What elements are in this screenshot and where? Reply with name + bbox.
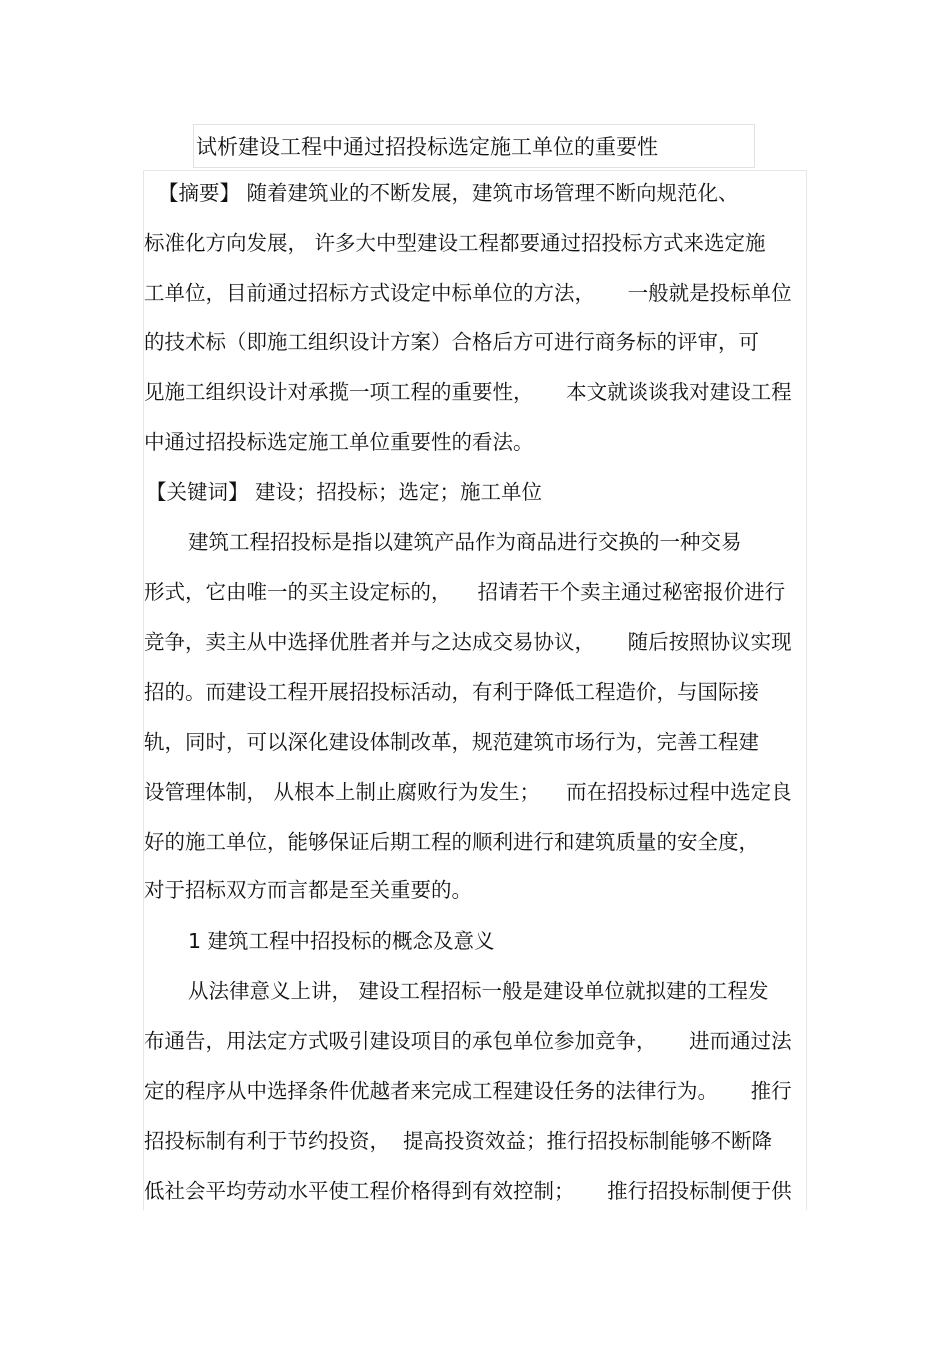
frame-top-border [143, 170, 807, 171]
body-line-8: 对于招标双方而言都是至关重要的。 [144, 878, 472, 902]
keywords-line: 【关键词】 建设；招投标；选定；施工单位 [146, 480, 543, 504]
abstract-line-5: 见施工组织设计对承揽一项工程的重要性， 本文就谈谈我对建设工程 [144, 380, 792, 404]
abstract-line-6: 中通过招投标选定施工单位重要性的看法。 [144, 430, 534, 454]
body-line-6: 设管理体制， 从根本上制止腐败行为发生； 而在招投标过程中选定良 [144, 780, 792, 804]
section-line-1: 从法律意义上讲， 建设工程招标一般是建设单位就拟建的工程发 [188, 979, 769, 1003]
section-line-5: 低社会平均劳动水平使工程价格得到有效控制； 推行招投标制便于供 [144, 1179, 792, 1203]
section-line-4: 招投标制有利于节约投资， 提高投资效益；推行招投标制能够不断降 [144, 1129, 773, 1153]
body-line-4: 招的。而建设工程开展招投标活动，有利于降低工程造价，与国际接 [144, 680, 759, 704]
abstract-line-1: 【摘要】 随着建筑业的不断发展，建筑市场管理不断向规范化、 [158, 181, 739, 205]
body-line-1: 建筑工程招投标是指以建筑产品作为商品进行交换的一种交易 [188, 530, 742, 554]
frame-right-border [806, 170, 807, 1210]
body-line-3: 竞争，卖主从中选择优胜者并与之达成交易协议， 随后按照协议实现 [144, 630, 792, 654]
body-line-5: 轨，同时，可以深化建设体制改革，规范建筑市场行为，完善工程建 [144, 730, 759, 754]
body-line-2: 形式，它由唯一的买主设定标的， 招请若干个卖主通过秘密报价进行 [144, 580, 786, 604]
body-line-7: 好的施工单位，能够保证后期工程的顺利进行和建筑质量的安全度， [144, 830, 759, 854]
document-title: 试析建设工程中通过招投标选定施工单位的重要性 [196, 135, 658, 159]
abstract-line-3: 工单位，目前通过招标方式设定中标单位的方法， 一般就是投标单位 [144, 281, 792, 305]
section-line-3: 定的程序从中选择条件优越者来完成工程建设任务的法律行为。 推行 [144, 1079, 792, 1103]
section-line-2: 布通告，用法定方式吸引建设项目的承包单位参加竞争， 进而通过法 [144, 1029, 792, 1053]
section-heading-1: 1 建筑工程中招投标的概念及意义 [188, 929, 495, 953]
abstract-line-4: 的技术标（即施工组织设计方案）合格后方可进行商务标的评审，可 [144, 330, 759, 354]
abstract-line-2: 标准化方向发展， 许多大中型建设工程都要通过招投标方式来选定施 [144, 231, 766, 255]
